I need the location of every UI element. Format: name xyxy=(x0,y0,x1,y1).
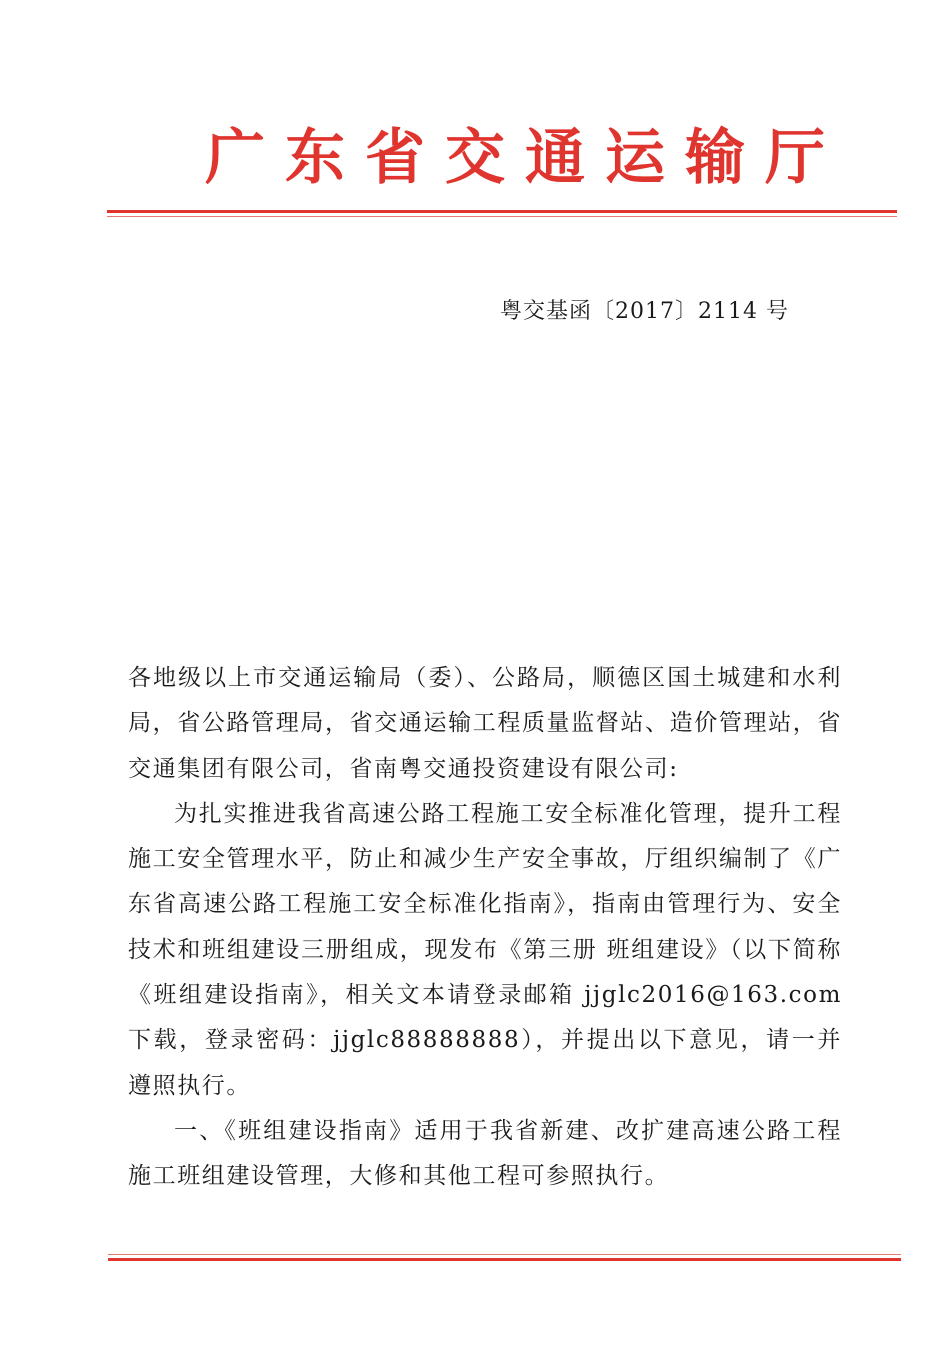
body-paragraph-2: 一、《班组建设指南》适用于我省新建、改扩建高速公路工程施工班组建设管理，大修和其他工程可参照执行。 xyxy=(128,1117,842,1190)
masthead-rule-thin xyxy=(107,216,897,217)
document-number: 粤交基函〔2017〕2114 号 xyxy=(500,299,789,324)
masthead-rule-thick xyxy=(107,210,897,213)
document-body xyxy=(128,656,842,1200)
footer-rule-thick xyxy=(108,1258,901,1261)
body-paragraph-1: 为扎实推进我省高速公路工程施工安全标准化管理，提升工程施工安全管理水平，防止和减少生产安全事故，厅组织编制了《广东省高速公路工程施工安全标准化指南》，指南由管理行为、安全技术和班组建设三册组成，现发布《第三册 班组建设》（以下简称《班组建设指南》，相关文本请登录邮箱 jjglc2016@163.com 下载，登录密码：jjglc88888888），并提出以下意见，请一并遵照执行。 xyxy=(128,800,842,1099)
footer-rule-thin xyxy=(108,1254,901,1255)
agency-masthead: 广东省交通运输厅 xyxy=(205,123,845,193)
addressees-paragraph: 各地级以上市交通运输局（委）、公路局，顺德区国土城建和水利局，省公路管理局，省交通运输工程质量监督站、造价管理站，省交通集团有限公司，省南粤交通投资建设有限公司: xyxy=(128,665,842,782)
